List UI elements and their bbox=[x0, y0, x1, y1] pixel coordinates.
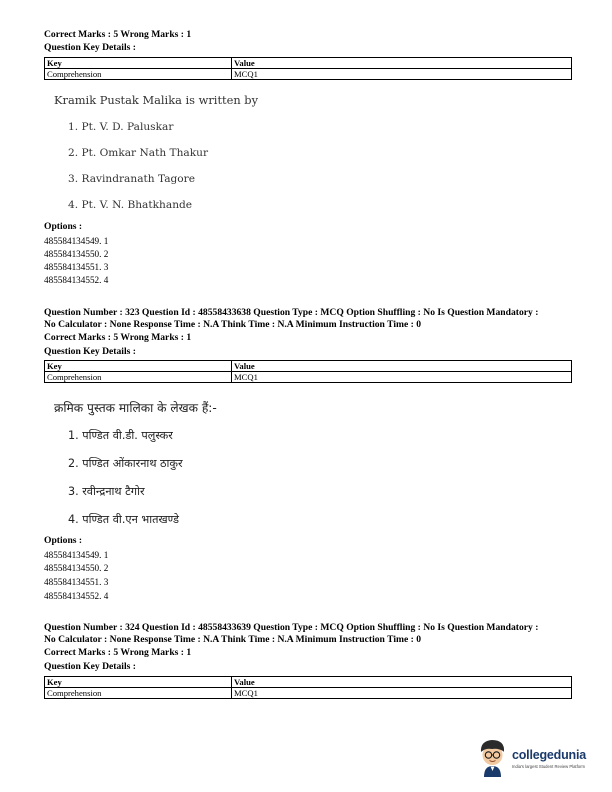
question-text-hindi: क्रमिक पुस्तक मालिका के लेखक हैं:- bbox=[54, 401, 217, 415]
table-header-value: Value bbox=[232, 361, 572, 372]
option-id: 485584134549. 1 bbox=[44, 236, 109, 246]
option-item: 3. Ravindranath Tagore bbox=[68, 173, 196, 185]
option-item: 4. पण्डित वी.एन भातखण्डे bbox=[68, 513, 179, 526]
table-header-row bbox=[45, 58, 572, 69]
options-label: Options : bbox=[44, 535, 83, 546]
table-header-row bbox=[45, 677, 572, 688]
question-text: Kramik Pustak Malika is written by bbox=[54, 93, 259, 107]
option-id: 485584134552. 4 bbox=[44, 275, 109, 285]
table-header-key: Key bbox=[45, 677, 232, 688]
option-item: 1. पण्डित वी.डी. पलुस्कर bbox=[68, 429, 173, 442]
student-avatar-icon bbox=[476, 738, 510, 778]
option-id: 485584134550. 2 bbox=[44, 563, 109, 573]
option-item: 1. Pt. V. D. Paluskar bbox=[68, 121, 174, 133]
logo-wordmark: collegedunia bbox=[512, 748, 587, 762]
key-value-table bbox=[44, 676, 572, 699]
logo-tagline: India's largest Student Review Platform bbox=[512, 764, 585, 769]
key-value-table bbox=[44, 57, 572, 80]
question-header-line2: No Calculator : None Response Time : N.A Think Time : N.A Minimum Instruction Time : 0 bbox=[44, 319, 422, 330]
collegedunia-logo bbox=[476, 738, 604, 778]
table-row bbox=[45, 372, 572, 383]
marks-line: Correct Marks : 5 Wrong Marks : 1 bbox=[44, 647, 192, 658]
question-header-line2: No Calculator : None Response Time : N.A Think Time : N.A Minimum Instruction Time : 0 bbox=[44, 634, 422, 645]
option-id: 485584134551. 3 bbox=[44, 577, 109, 587]
table-header-key: Key bbox=[45, 361, 232, 372]
option-item: 3. रवीन्द्रनाथ टैगोर bbox=[68, 485, 145, 498]
table-header-key: Key bbox=[45, 58, 232, 69]
option-id: 485584134550. 2 bbox=[44, 249, 109, 259]
question-key-details-label: Question Key Details : bbox=[44, 42, 136, 53]
question-header-line1: Question Number : 323 Question Id : 48558433638 Question Type : MCQ Option Shuffling : No Is Question Mandatory : bbox=[44, 307, 539, 318]
key-value-table bbox=[44, 360, 572, 383]
option-id: 485584134549. 1 bbox=[44, 550, 109, 560]
table-cell-value: MCQ1 bbox=[232, 69, 572, 80]
question-header-line1: Question Number : 324 Question Id : 48558433639 Question Type : MCQ Option Shuffling : No Is Question Mandatory : bbox=[44, 622, 539, 633]
marks-line: Correct Marks : 5 Wrong Marks : 1 bbox=[44, 29, 192, 40]
table-cell-value: MCQ1 bbox=[232, 688, 572, 699]
table-cell-key: Comprehension bbox=[45, 372, 232, 383]
table-cell-key: Comprehension bbox=[45, 69, 232, 80]
option-id: 485584134552. 4 bbox=[44, 591, 109, 601]
question-key-details-label: Question Key Details : bbox=[44, 661, 136, 672]
marks-line: Correct Marks : 5 Wrong Marks : 1 bbox=[44, 332, 192, 343]
option-id: 485584134551. 3 bbox=[44, 262, 109, 272]
option-item: 4. Pt. V. N. Bhatkhande bbox=[68, 199, 193, 211]
option-item: 2. पण्डित ओंकारनाथ ठाकुर bbox=[68, 457, 183, 470]
table-header-value: Value bbox=[232, 58, 572, 69]
question-key-details-label: Question Key Details : bbox=[44, 346, 136, 357]
table-header-value: Value bbox=[232, 677, 572, 688]
table-cell-key: Comprehension bbox=[45, 688, 232, 699]
table-cell-value: MCQ1 bbox=[232, 372, 572, 383]
table-row bbox=[45, 688, 572, 699]
options-label: Options : bbox=[44, 221, 83, 232]
table-header-row bbox=[45, 361, 572, 372]
option-item: 2. Pt. Omkar Nath Thakur bbox=[68, 147, 209, 159]
table-row bbox=[45, 69, 572, 80]
